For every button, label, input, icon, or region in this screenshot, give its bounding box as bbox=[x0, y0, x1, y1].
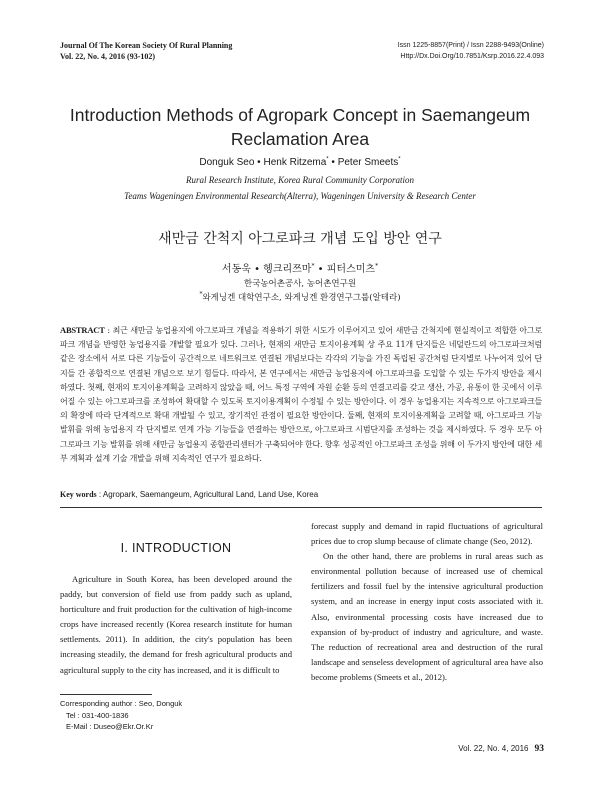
korean-title: 새만금 간척지 아그로파크 개념 도입 방안 연구 bbox=[158, 231, 442, 247]
keywords bbox=[60, 490, 542, 499]
author-separator: • bbox=[254, 157, 264, 168]
korean-author-name: 헹크리쯔마 bbox=[263, 264, 312, 275]
abstract bbox=[60, 323, 542, 466]
author-name: Peter Smeets bbox=[337, 157, 399, 168]
korean-affiliation-2-text: 와게닝겐 대학연구소, 와게닝겐 환경연구그룹(알테라) bbox=[202, 293, 401, 303]
korean-author-name: 피터스미츠 bbox=[326, 264, 376, 275]
page-footer bbox=[458, 744, 544, 754]
journal-volume: Vol. 22, No. 4, 2016 (93-102) bbox=[60, 52, 156, 61]
body-paragraph: forecast supply and demand in rapid fluctuations of agricultural prices due to crop slump because of climate change (Seo, 2012). bbox=[311, 521, 543, 547]
paper-title bbox=[40, 103, 560, 151]
affiliation-mark: * bbox=[199, 291, 203, 299]
korean-affiliation-1: 한국농어촌공사, 농어촌연구원 bbox=[243, 279, 357, 289]
abstract-divider bbox=[60, 507, 542, 508]
author-mark: * bbox=[375, 262, 379, 270]
section-heading: I. INTRODUCTION bbox=[120, 541, 232, 555]
abstract-colon: : bbox=[104, 326, 113, 335]
affiliation-2: Teams Wageningen Environmental Research(Alterra), Wageningen University & Research Center bbox=[124, 191, 476, 201]
korean-affiliation-2 bbox=[40, 291, 560, 303]
page-number: 93 bbox=[534, 744, 544, 754]
abstract-text: 최근 새만금 농업용지에 아그로파크 개념을 적용하기 위한 시도가 이루어지고 있어 새만금 간척지에 현실적이고 적합한 아그로파크 개념을 반영한 농업용지를 개발할 필요가 있다. 그러나, 현재의 새만금 토지이용계획 상 주요 11개 단지들은 네덜란드의 아그로파크처럼 같은 장소에서 서로 다른 기능들이 공간적으로 네트워크로 연결된 개념보다는 각각의 기능을 가진 독립된 공간처럼 단지별로 나누어져 있어 단지들 간 종합적으로 연결된 개념으로 보기 힘들다. 따라서, 본 연구에서는 새만금 농업용지에 아그로파크를 도입할 수 있는 두가지 방안을 제시하였다. 첫째, 현재의 토지이용계획을 고려하지 않았을 때, 어느 특정 구역에 자원 순환 등의 연결고리를 갖고 생산, 가공, 유통이 한 곳에서 이루어질 수 있는 아그로파크를 조성하여 확대할 수 있도록 토지이용계획이 수정될 수 있는 방안이다. 이 경우 농업용지는 지속적으로 아그로파크들의 확장에 따라 단계적으로 확대 개발될 수 있고, 장기적인 관점이 필요한 방안이다. 둘째, 현재의 토지이용계획을 고려할 때, 아그로파크 기능 발휘를 위해 농업용지 각 단지별로 연계 가능 기능들을 연결하는 방안으로, 아그로파크 시범단지를 조성하는 것을 제시하였다. 두 경우 모두 아그로파크 기능 발휘를 위해 새만금 농업용지 종합관리센터가 구축되어야 한다. 향후 성공적인 아그로파크 조성을 위해 이 두가지 방안에 대한 세부 계획과 설계 기술 개발을 위해 지속적인 연구가 필요하다. bbox=[60, 326, 542, 463]
left-column bbox=[60, 572, 292, 678]
footnote bbox=[60, 698, 182, 733]
korean-author-name: 서동욱 bbox=[221, 264, 251, 275]
paper-title-line2: Reclamation Area bbox=[230, 129, 370, 149]
paper-title-line1: Introduction Methods of Agropark Concept in Saemangeum bbox=[69, 105, 531, 125]
author-separator: • bbox=[250, 264, 264, 275]
abstract-label: ABSTRACT bbox=[60, 325, 105, 335]
korean-author-list bbox=[40, 260, 560, 275]
footer-issue: Vol. 22, No. 4, 2016 bbox=[458, 744, 529, 753]
author-mark: * bbox=[311, 262, 315, 270]
journal-name: Journal Of The Korean Society Of Rural Planning bbox=[60, 41, 233, 50]
author-name: Henk Ritzema bbox=[263, 157, 327, 168]
author-name: Donguk Seo bbox=[199, 157, 255, 168]
affiliation-1: Rural Research Institute, Korea Rural Community Corporation bbox=[185, 175, 415, 185]
author-separator: • bbox=[328, 157, 338, 168]
footnote-divider bbox=[60, 694, 152, 695]
author-list bbox=[40, 157, 560, 168]
doi-link[interactable]: Http://Dx.Doi.Org/10.7851/Ksrp.2016.22.4.093 bbox=[400, 53, 544, 60]
body-paragraph: Agriculture in South Korea, has been developed around the paddy, but conversion of field use from paddy such as upland, horticulture and fruit production for the cultivation of high-income crops have increased recently (Korea research institute for human settlements. 2011). In addition, the city's population has been increasing steadily, the demand for fresh agricultural products and agricultural supply to the city has increased, and it is difficult to bbox=[60, 574, 292, 675]
keywords-label: Key words bbox=[60, 490, 97, 499]
issn-doi-header bbox=[398, 40, 544, 62]
body-paragraph: On the other hand, there are problems in rural areas such as environmental pollution because of increased use of chemical fertilizers and fossil fuel by the intensive agricultural production system, and an increase in energy input costs associated with it. Also, environmental processing costs have increased due to expansion of by-product of industry and agriculture, and waste. The reduction of recreational area and destruction of the rural landscape and senseless development of agricultural area have also become problems (Smeets et al., 2012). bbox=[311, 551, 543, 682]
author-mark: * bbox=[326, 156, 329, 163]
author-email[interactable]: E-Mail : Duseo@Ekr.Or.Kr bbox=[66, 722, 154, 731]
keywords-colon: : bbox=[96, 490, 103, 499]
author-mark: * bbox=[398, 156, 401, 163]
author-tel: Tel : 031-400-1836 bbox=[66, 710, 129, 720]
journal-header bbox=[60, 40, 232, 62]
corresponding-author: Corresponding author : Seo, Donguk bbox=[60, 699, 183, 708]
keywords-text: Agropark, Saemangeum, Agricultural Land, Land Use, Korea bbox=[102, 490, 319, 499]
issn: Issn 1225-8857(Print) / Issn 2288-9493(Online) bbox=[397, 42, 544, 49]
author-separator: • bbox=[314, 264, 327, 275]
right-column bbox=[311, 519, 543, 685]
